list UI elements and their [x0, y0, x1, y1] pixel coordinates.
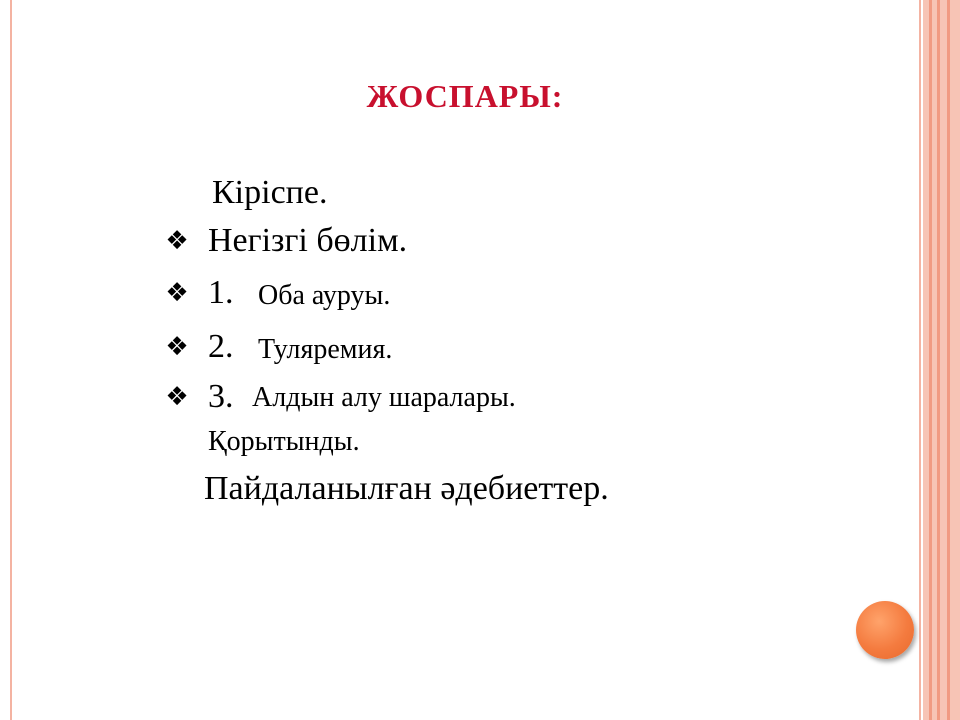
diamond-bullet-icon: ❖	[165, 332, 189, 362]
item-text: Алдын алу шаралары.	[252, 382, 516, 413]
diamond-bullet-icon: ❖	[165, 226, 189, 256]
diamond-bullet-icon: ❖	[165, 278, 189, 308]
item-text: Пайдаланылған әдебиеттер.	[204, 470, 609, 507]
item-text: Оба ауруы.	[258, 280, 391, 311]
item-text: Кіріспе.	[212, 174, 328, 211]
orange-circle-decoration	[856, 601, 914, 659]
list-item	[204, 472, 609, 506]
frame-stripe	[947, 0, 950, 720]
item-text: Негізгі бөлім.	[208, 222, 408, 259]
list-item	[208, 428, 360, 456]
item-number: 3.	[208, 378, 234, 415]
item-number: 1.	[208, 274, 234, 311]
list-item	[212, 176, 327, 210]
item-text: Қорытынды.	[208, 426, 360, 457]
item-number: 2.	[208, 328, 234, 365]
diamond-bullet-icon: ❖	[165, 382, 189, 412]
frame-stripe	[937, 0, 940, 720]
slide-title: ЖОСПАРЫ:	[366, 78, 564, 114]
item-text: Туляремия.	[258, 334, 393, 365]
